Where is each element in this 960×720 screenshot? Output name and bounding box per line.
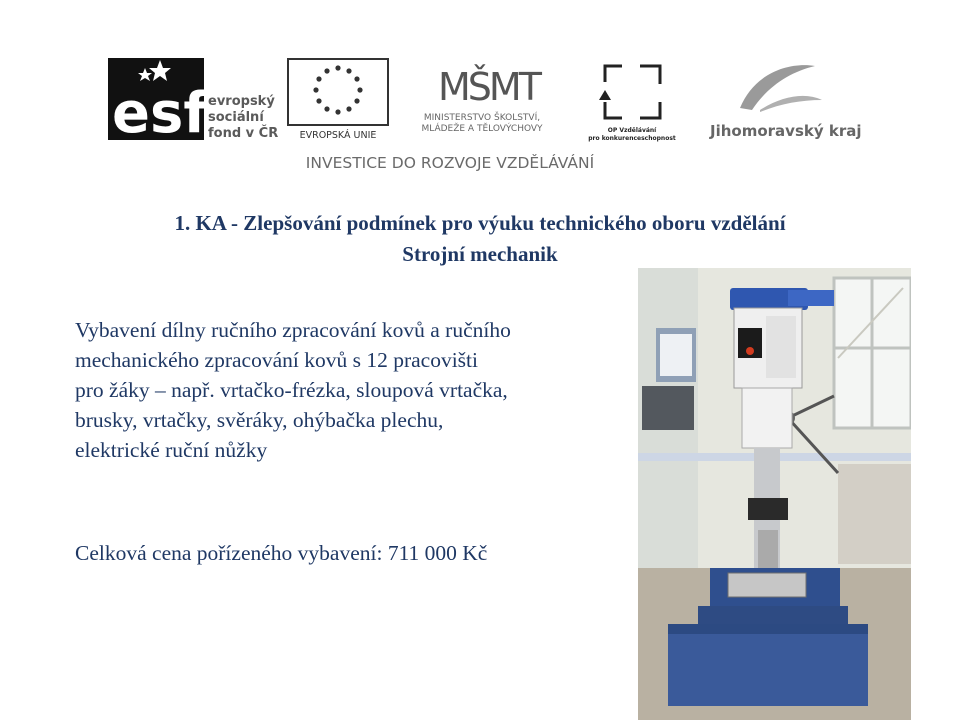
slide-subtitle: Strojní mechanik <box>402 242 558 266</box>
jmk-text: Jihomoravský kraj <box>710 122 862 140</box>
photo-svg <box>638 268 911 720</box>
msmt-logo <box>421 65 543 134</box>
op-text-1: OP Vzdělávání <box>607 127 657 134</box>
esf-mark: esf <box>112 81 208 146</box>
logos-svg <box>0 0 960 190</box>
eu-caption: EVROPSKÁ UNIE <box>299 130 377 141</box>
op-text-2: pro konkurenceschopnost <box>588 135 676 142</box>
esf-logo <box>108 58 278 146</box>
slide-title: 1. KA - Zlepšování podmínek pro výuku technického oboru vzdělání <box>174 211 786 235</box>
msmt-text-2: MLÁDEŽE A TĚLOVÝCHOVY <box>421 124 543 134</box>
body-line: pro žáky – např. vrtačko-frézka, sloupová vrtačka, <box>75 378 508 402</box>
drill-press-photo <box>638 268 911 720</box>
jmk-logo <box>709 65 861 140</box>
logo-strip <box>0 0 960 190</box>
tagline: INVESTICE DO ROZVOJE VZDĚLÁVÁNÍ <box>305 154 595 172</box>
esf-text-2: sociální <box>208 110 264 125</box>
op-logo <box>588 66 676 142</box>
body-text <box>75 315 635 465</box>
body-line: mechanického zpracování kovů s 12 pracovišti <box>75 348 478 372</box>
esf-text-3: fond v ČR <box>208 126 279 141</box>
msmt-mark: MŠMT <box>438 65 539 109</box>
esf-text-1: evropský <box>208 94 275 109</box>
total-price: Celková cena pořízeného vybavení: 711 000 Kč <box>75 541 488 565</box>
body-line: elektrické ruční nůžky <box>75 438 268 462</box>
body-line: brusky, vrtačky, svěráky, ohýbačka plechu, <box>75 408 444 432</box>
body-line: Vybavení dílny ručního zpracování kovů a ručního <box>75 318 511 342</box>
eu-logo <box>288 59 388 141</box>
msmt-text-1: MINISTERSTVO ŠKOLSTVÍ, <box>423 113 541 123</box>
